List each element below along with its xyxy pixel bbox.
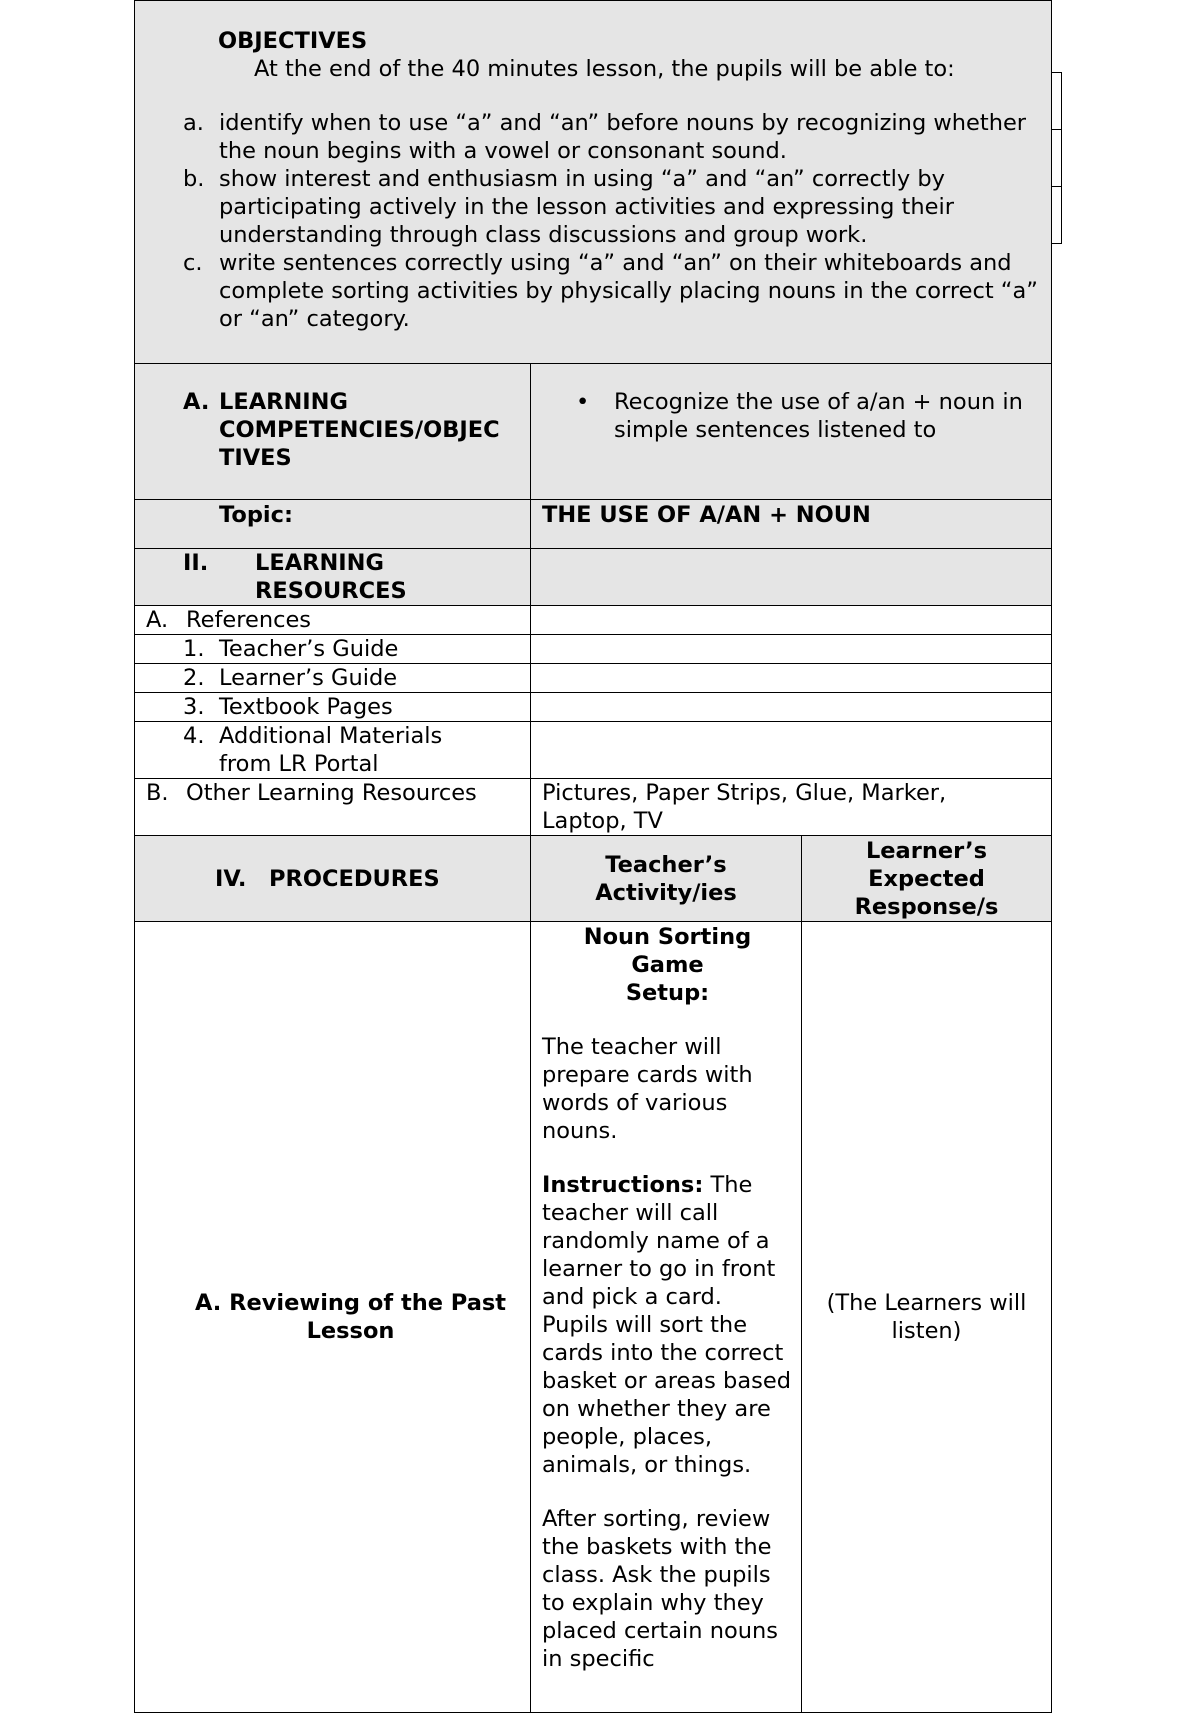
objectives-intro: At the end of the 40 minutes lesson, the pupils will be able to: xyxy=(254,56,955,82)
learner-header-line1: Learner’s xyxy=(865,837,988,864)
textbook-pages-label-cell xyxy=(135,693,531,722)
additional-materials-row xyxy=(135,722,1052,779)
textbook-pages-marker: 3. xyxy=(183,694,205,720)
teachers-guide-label: Teacher’s Guide xyxy=(219,636,399,662)
other-resources-row xyxy=(135,779,1052,836)
review-teacher-cell xyxy=(531,922,802,1713)
references-row xyxy=(135,606,1052,635)
other-resources-value-line1: Pictures, Paper Strips, Glue, Marker, xyxy=(542,780,947,806)
setup-text: The teacher will prepare cards with words of various nouns. xyxy=(542,1034,753,1144)
objective-item xyxy=(183,109,1045,165)
competencies-value: Recognize the use of a/an + noun in simple sentences listened to xyxy=(614,389,1023,443)
resources-label-cell xyxy=(135,549,531,606)
other-resources-value-line2: Laptop, TV xyxy=(542,808,663,834)
bullet-icon: • xyxy=(576,389,590,415)
teachers-guide-label-cell xyxy=(135,635,531,664)
learners-guide-marker: 2. xyxy=(183,665,205,691)
competencies-label-line1: LEARNING xyxy=(219,389,348,415)
procedures-label: PROCEDURES xyxy=(269,865,440,892)
competencies-label-cell xyxy=(135,364,531,500)
margin-lines xyxy=(1051,72,1063,244)
competencies-row xyxy=(135,364,1052,500)
learners-guide-label-cell xyxy=(135,664,531,693)
teacher-header-line2: Activity/ies xyxy=(595,879,737,906)
references-marker: A. xyxy=(146,607,169,633)
review-label-line1: A. Reviewing of the Past xyxy=(194,1290,507,1316)
procedures-label-cell xyxy=(135,836,531,922)
additional-materials-line1: Additional Materials xyxy=(219,723,443,749)
procedures-header-row xyxy=(135,836,1052,922)
references-value-cell xyxy=(531,606,1052,635)
game-title xyxy=(542,923,793,1007)
instructions-text: The teacher will call randomly name of a learner to go in front and pick a card. Pupils will sort the cards into the correct basket or areas based on whether they are people, places, animals, or things. xyxy=(542,1172,791,1478)
objectives-row xyxy=(135,1,1052,364)
learner-response-line2: listen) xyxy=(891,1318,962,1344)
resources-label-line1: LEARNING xyxy=(255,550,384,576)
references-label: References xyxy=(186,607,312,633)
teacher-activity-header xyxy=(531,836,802,922)
lesson-plan-table xyxy=(134,0,1052,1713)
learners-guide-value-cell xyxy=(531,664,1052,693)
competencies-value-cell xyxy=(531,364,1052,500)
competencies-marker: A. xyxy=(183,389,210,415)
topic-label: Topic: xyxy=(135,500,531,549)
learner-response-header xyxy=(802,836,1052,922)
topic-value: THE USE OF A/AN + NOUN xyxy=(531,500,1052,549)
objectives-list xyxy=(183,109,1045,333)
objectives-title: OBJECTIVES xyxy=(218,28,368,54)
resources-label-line2: RESOURCES xyxy=(255,578,407,604)
other-resources-label: Other Learning Resources xyxy=(186,780,477,806)
competencies-label-line2: COMPETENCIES/OBJEC xyxy=(219,417,500,443)
competencies-label-line3: TIVES xyxy=(219,445,292,471)
after-sorting-text: After sorting, review the baskets with the class. Ask the pupils to explain why they placed certain nouns in specific xyxy=(542,1506,778,1672)
objective-text: write sentences correctly using “a” and “an” on their whiteboards and complete sorting activities by physically placing nouns in the correct “a” or “an” category. xyxy=(219,250,1038,332)
additional-materials-marker: 4. xyxy=(183,723,205,749)
textbook-pages-value-cell xyxy=(531,693,1052,722)
review-label-line2: Lesson xyxy=(306,1318,395,1344)
objective-marker: a. xyxy=(183,110,204,136)
instructions-paragraph xyxy=(542,1171,793,1479)
objective-text: identify when to use “a” and “an” before nouns by recognizing whether the noun begins with a vowel or consonant sound. xyxy=(219,110,1027,164)
objective-marker: b. xyxy=(183,166,205,192)
objective-marker: c. xyxy=(183,250,203,276)
instructions-label: Instructions: xyxy=(542,1172,704,1198)
additional-materials-value-cell xyxy=(531,722,1052,779)
resources-header-row xyxy=(135,549,1052,606)
objective-item xyxy=(183,249,1045,333)
other-resources-value-cell xyxy=(531,779,1052,836)
learner-header-line2: Expected xyxy=(868,865,985,892)
review-label-cell xyxy=(135,922,531,1713)
game-title-line2: Game xyxy=(631,952,704,978)
learner-header-line3: Response/s xyxy=(854,893,999,920)
learners-guide-label: Learner’s Guide xyxy=(219,665,398,691)
references-label-cell xyxy=(135,606,531,635)
teachers-guide-row xyxy=(135,635,1052,664)
other-resources-marker: B. xyxy=(146,780,169,806)
additional-materials-line2: from LR Portal xyxy=(219,751,379,777)
resources-marker: II. xyxy=(183,550,209,576)
teachers-guide-marker: 1. xyxy=(183,636,205,662)
review-learner-cell xyxy=(802,922,1052,1713)
learner-response-line1: (The Learners will xyxy=(826,1290,1027,1316)
teachers-guide-value-cell xyxy=(531,635,1052,664)
objectives-cell xyxy=(135,1,1052,364)
other-resources-label-cell xyxy=(135,779,531,836)
setup-label: Setup: xyxy=(625,980,710,1006)
textbook-pages-row xyxy=(135,693,1052,722)
objective-text: show interest and enthusiasm in using “a” and “an” correctly by participating actively in the lesson activities and expressing their understanding through class discussions and group work. xyxy=(219,166,954,248)
topic-row xyxy=(135,500,1052,549)
teacher-header-line1: Teacher’s xyxy=(605,851,727,878)
additional-materials-label-cell xyxy=(135,722,531,779)
resources-value-cell xyxy=(531,549,1052,606)
textbook-pages-label: Textbook Pages xyxy=(219,694,393,720)
objective-item xyxy=(183,165,1045,249)
learners-guide-row xyxy=(135,664,1052,693)
game-title-line1: Noun Sorting xyxy=(583,924,752,950)
procedures-marker: IV. xyxy=(215,865,247,892)
review-row xyxy=(135,922,1052,1713)
